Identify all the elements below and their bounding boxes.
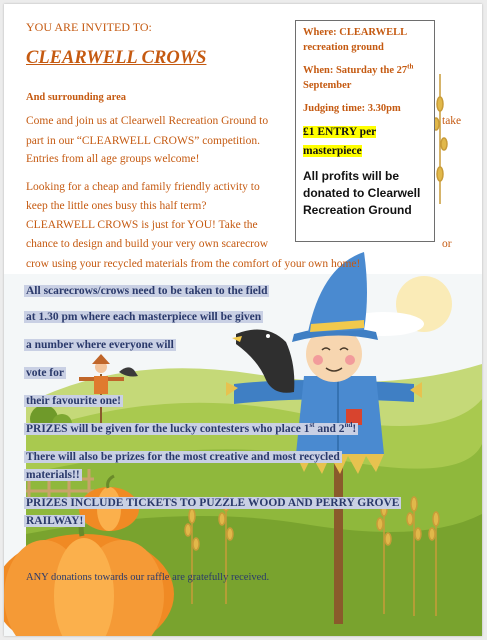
subtitle: And surrounding area [26, 92, 126, 103]
paragraph-2-line-3: CLEARWELL CROWS is just for YOU! Take the [26, 219, 258, 231]
entry-fee-line-1 [303, 122, 427, 141]
prize-tickets-text-2: RAILWAY! [26, 515, 84, 527]
details-text-7: There will also be prizes for the most creative and most recycled [26, 451, 340, 463]
page-title: CLEARWELL CROWS [26, 48, 207, 68]
event-info-box [295, 20, 435, 242]
entry-fee-line-2 [303, 141, 427, 160]
profits-line-3: Recreation Ground [303, 203, 412, 217]
prizes-text-c: ! [352, 423, 357, 435]
invitation-page [4, 4, 482, 636]
profits-line-1: All profits will be [303, 169, 400, 183]
details-text-4: vote for [26, 367, 64, 379]
prizes-sup-2: nd [344, 421, 353, 430]
details-line-4 [24, 366, 66, 381]
paragraph-2-wrap: or [442, 238, 452, 250]
details-line-3 [24, 338, 176, 353]
raffle-footer: ANY donations towards our raffle are gratefully received. [26, 572, 270, 583]
when-text: When: Saturday the 27 [303, 65, 408, 76]
details-text-3: a number where everyone will [26, 339, 174, 351]
details-text-2: at 1.30 pm where each masterpiece will be given [26, 311, 262, 323]
paragraph-1-line-2: part in our “CLEARWELL CROWS” competition. [26, 135, 261, 147]
invite-line: YOU ARE INVITED TO: [26, 20, 152, 34]
details-text-8: materials!! [26, 469, 80, 481]
paragraph-1-line-1: Come and join us at Clearwell Recreation Ground to [26, 115, 269, 127]
paragraph-2-line-4: chance to design and build your very own scarecrow [26, 238, 269, 250]
details-line-1 [24, 284, 269, 299]
details-line-5 [24, 394, 123, 409]
paragraph-1-line-3: Entries from all age groups welcome! [26, 153, 200, 165]
details-line-7 [24, 450, 342, 465]
profits-line-2: donated to Clearwell [303, 186, 421, 200]
details-line-8 [24, 468, 82, 483]
entry-fee-text-2: masterpiece [303, 145, 362, 157]
prizes-sup-1: st [309, 421, 315, 430]
details-line-2 [24, 310, 263, 325]
prizes-line [24, 422, 358, 437]
when-sup: th [407, 62, 414, 71]
prize-tickets-line-1 [24, 496, 401, 511]
details-text-5: their favourite one! [26, 395, 121, 407]
when-line-2: September [303, 80, 352, 91]
details-text-1: All scarecrows/crows need to be taken to the field [26, 285, 268, 297]
where-line-1: Where: CLEARWELL [303, 27, 408, 38]
paragraph-2-line-2: keep the little ones busy this half term? [26, 200, 207, 212]
prize-tickets-text-1: PRIZES INCLUDE TICKETS TO PUZZLE WOOD AND PERRY GROVE [26, 497, 400, 509]
when-line-1 [303, 63, 427, 78]
judging-time: Judging time: 3.30pm [303, 103, 401, 114]
paragraph-1-wrap: take [442, 115, 462, 127]
prizes-text-b: and 2 [314, 423, 345, 435]
entry-fee-text-1: £1 ENTRY per [303, 126, 377, 138]
where-line-2: recreation ground [303, 42, 384, 53]
prizes-text [24, 423, 358, 435]
prizes-text-a: PRIZES will be given for the lucky contesters who place 1 [26, 423, 310, 435]
paragraph-2-line-1: Looking for a cheap and family friendly activity to [26, 181, 260, 193]
paragraph-2-line-5: crow using your recycled materials from the comfort of your own home! [26, 258, 361, 270]
prize-tickets-line-2 [24, 514, 85, 529]
